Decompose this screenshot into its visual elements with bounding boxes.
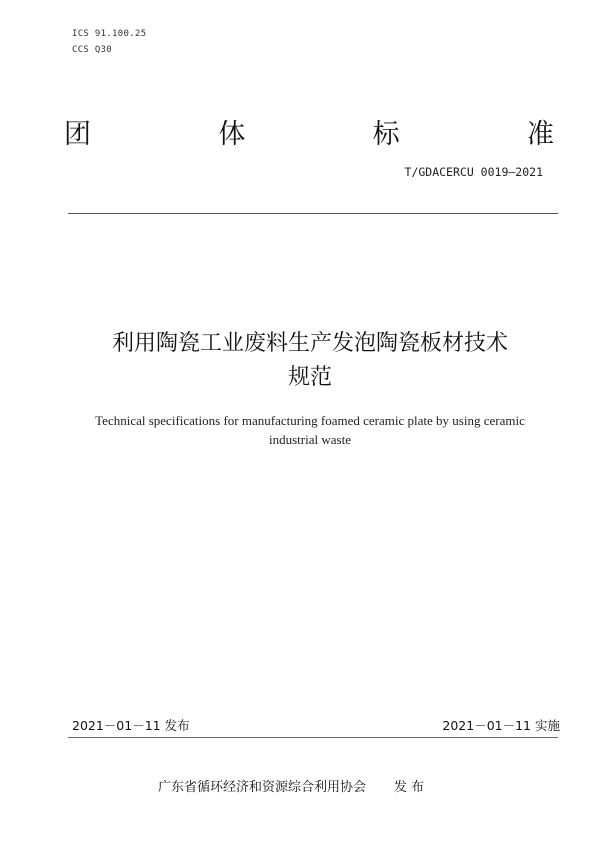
publisher-action: 发 布 — [394, 780, 425, 795]
publisher-name: 广东省循环经济和资源综合利用协会 — [158, 780, 367, 795]
header-divider — [68, 213, 558, 214]
ccs-code: CCS Q30 — [72, 45, 113, 55]
publisher-line — [158, 776, 424, 795]
standard-type-char: 团 — [64, 119, 91, 150]
standard-code: T/GDACERCU 0019—2021 — [404, 165, 543, 179]
english-title-line: industrial waste — [269, 432, 351, 447]
implementation-date: 2021－01－11 实施 — [442, 718, 560, 733]
chinese-title — [60, 327, 560, 395]
publish-date: 2021－01－11 发布 — [72, 718, 190, 733]
english-title — [50, 411, 570, 449]
english-title-line: Technical specifications for manufacturing foamed ceramic plate by using ceramic — [95, 413, 525, 428]
ics-code: ICS 91.100.25 — [72, 29, 147, 39]
standard-type-char: 标 — [372, 119, 400, 150]
chinese-title-line: 规范 — [287, 365, 332, 390]
standard-type-heading — [64, 112, 554, 151]
standard-type-char: 准 — [526, 119, 554, 150]
standard-type-char: 体 — [218, 119, 246, 150]
footer-divider — [68, 737, 558, 738]
chinese-title-line: 利用陶瓷工业废料生产发泡陶瓷板材技术 — [111, 331, 508, 356]
